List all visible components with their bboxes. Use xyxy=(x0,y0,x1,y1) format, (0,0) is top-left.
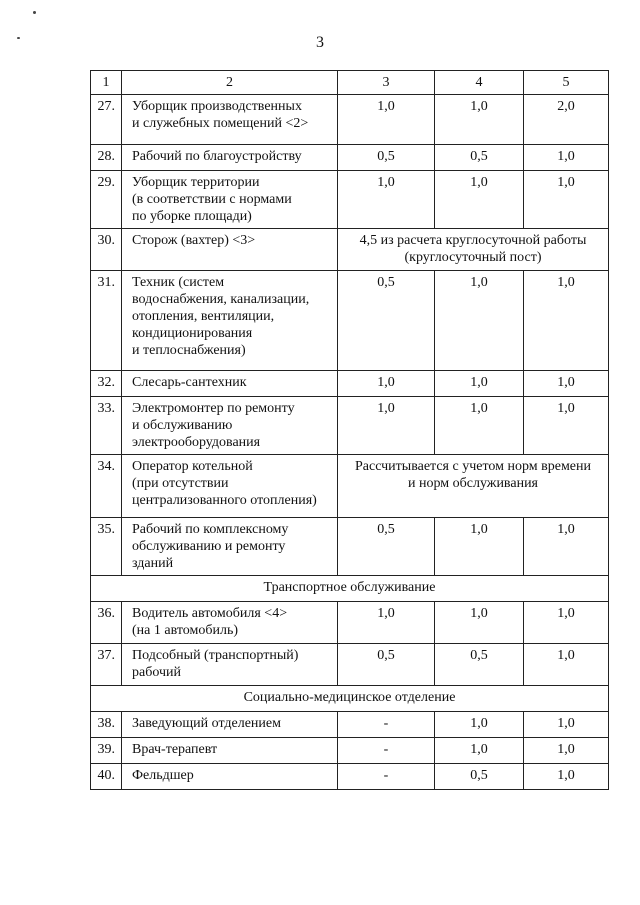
position-name: Слесарь-сантехник xyxy=(122,371,338,397)
merged-norm-cell: Рассчитывается с учетом норм времени и норм обслуживания xyxy=(338,455,609,518)
position-name: Заведующий отделением xyxy=(122,712,338,738)
position-name: Техник (систем водоснабжения, канализации, отопления, вентиляции, кондиционирования и теплоснабжения) xyxy=(122,271,338,371)
merged-norm-cell: 4,5 из расчета круглосуточной работы (круглосуточный пост) xyxy=(338,229,609,271)
norm-col4: 1,0 xyxy=(435,712,524,738)
norm-col3: - xyxy=(338,712,435,738)
table-row xyxy=(91,738,609,764)
row-number: 32. xyxy=(91,371,122,397)
section-heading: Транспортное обслуживание xyxy=(91,576,609,602)
table-row xyxy=(91,712,609,738)
position-name: Врач-терапевт xyxy=(122,738,338,764)
table-row xyxy=(91,602,609,644)
norm-col3: 0,5 xyxy=(338,271,435,371)
position-name: Водитель автомобиля <4> (на 1 автомобиль) xyxy=(122,602,338,644)
norm-col3: 0,5 xyxy=(338,644,435,686)
scan-speck xyxy=(33,11,36,14)
row-number: 27. xyxy=(91,95,122,145)
row-number: 37. xyxy=(91,644,122,686)
position-name: Оператор котельной (при отсутствии централизованного отопления) xyxy=(122,455,338,518)
row-number: 35. xyxy=(91,518,122,576)
table-row xyxy=(91,95,609,145)
norm-col4: 0,5 xyxy=(435,145,524,171)
row-number: 33. xyxy=(91,397,122,455)
page-number: 3 xyxy=(316,34,324,51)
position-name: Подсобный (транспортный) рабочий xyxy=(122,644,338,686)
position-name: Рабочий по комплексному обслуживанию и ремонту зданий xyxy=(122,518,338,576)
norm-col3: - xyxy=(338,764,435,790)
norm-col5: 1,0 xyxy=(524,397,609,455)
table-row xyxy=(91,455,609,518)
norm-col5: 1,0 xyxy=(524,171,609,229)
norm-col5: 1,0 xyxy=(524,602,609,644)
norm-col5: 1,0 xyxy=(524,712,609,738)
position-name: Рабочий по благоустройству xyxy=(122,145,338,171)
norm-col3: 0,5 xyxy=(338,518,435,576)
table-row xyxy=(91,171,609,229)
position-name: Фельдшер xyxy=(122,764,338,790)
table-header-row xyxy=(91,71,609,95)
staff-norms-table xyxy=(90,70,609,790)
norm-col5: 2,0 xyxy=(524,95,609,145)
row-number: 29. xyxy=(91,171,122,229)
section-row xyxy=(91,686,609,712)
norm-col5: 1,0 xyxy=(524,145,609,171)
norm-col4: 1,0 xyxy=(435,271,524,371)
norm-col4: 1,0 xyxy=(435,371,524,397)
column-header: 4 xyxy=(435,71,524,95)
column-header: 1 xyxy=(91,71,122,95)
row-number: 31. xyxy=(91,271,122,371)
position-name: Сторож (вахтер) <3> xyxy=(122,229,338,271)
table-row xyxy=(91,764,609,790)
row-number: 30. xyxy=(91,229,122,271)
norm-col3: 1,0 xyxy=(338,171,435,229)
column-header: 2 xyxy=(122,71,338,95)
norm-col5: 1,0 xyxy=(524,271,609,371)
position-name: Уборщик производственных и служебных помещений <2> xyxy=(122,95,338,145)
norm-col3: - xyxy=(338,738,435,764)
table-row xyxy=(91,271,609,371)
norm-col5: 1,0 xyxy=(524,518,609,576)
norm-col4: 1,0 xyxy=(435,95,524,145)
norm-col4: 1,0 xyxy=(435,397,524,455)
table-row xyxy=(91,397,609,455)
position-name: Электромонтер по ремонту и обслуживанию электрооборудования xyxy=(122,397,338,455)
table-row xyxy=(91,145,609,171)
row-number: 34. xyxy=(91,455,122,518)
section-heading: Социально-медицинское отделение xyxy=(91,686,609,712)
norm-col5: 1,0 xyxy=(524,764,609,790)
norm-col3: 1,0 xyxy=(338,397,435,455)
norm-col4: 0,5 xyxy=(435,764,524,790)
row-number: 38. xyxy=(91,712,122,738)
norm-col4: 0,5 xyxy=(435,644,524,686)
table-row xyxy=(91,371,609,397)
column-header: 5 xyxy=(524,71,609,95)
norm-col5: 1,0 xyxy=(524,644,609,686)
norm-col5: 1,0 xyxy=(524,371,609,397)
table-row xyxy=(91,229,609,271)
norm-col5: 1,0 xyxy=(524,738,609,764)
norm-col4: 1,0 xyxy=(435,602,524,644)
column-header: 3 xyxy=(338,71,435,95)
norm-col3: 1,0 xyxy=(338,602,435,644)
norm-col3: 1,0 xyxy=(338,95,435,145)
position-name: Уборщик территории (в соответствии с нормами по уборке площади) xyxy=(122,171,338,229)
norm-col3: 1,0 xyxy=(338,371,435,397)
section-row xyxy=(91,576,609,602)
norm-col4: 1,0 xyxy=(435,518,524,576)
table-row xyxy=(91,518,609,576)
norm-col4: 1,0 xyxy=(435,738,524,764)
row-number: 36. xyxy=(91,602,122,644)
row-number: 40. xyxy=(91,764,122,790)
norm-col3: 0,5 xyxy=(338,145,435,171)
row-number: 39. xyxy=(91,738,122,764)
row-number: 28. xyxy=(91,145,122,171)
table-row xyxy=(91,644,609,686)
norm-col4: 1,0 xyxy=(435,171,524,229)
